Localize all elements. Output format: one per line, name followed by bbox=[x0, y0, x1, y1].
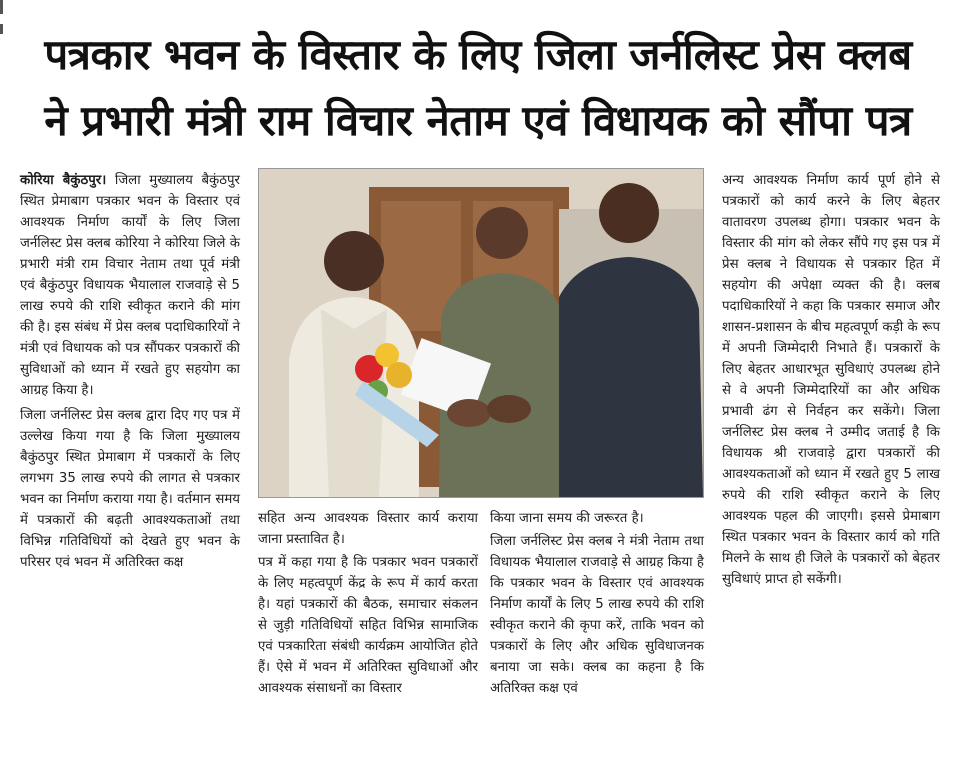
dateline: कोरिया बैकुंठपुर। bbox=[20, 173, 107, 188]
news-photo bbox=[258, 168, 704, 498]
article-column-4 bbox=[722, 170, 940, 590]
headline bbox=[18, 22, 938, 154]
article-paragraph bbox=[20, 170, 240, 401]
headline-line-2: ने प्रभारी मंत्री राम विचार नेताम एवं विधायक को सौंपा पत्र bbox=[44, 96, 912, 145]
headline-line-1: पत्रकार भवन के विस्तार के लिए जिला जर्नलिस्ट प्रेस क्लब bbox=[44, 30, 912, 79]
page-edge-mark bbox=[0, 24, 3, 34]
article-paragraph: किया जाना समय की जरूरत है। bbox=[490, 511, 644, 526]
page-edge-mark bbox=[0, 0, 3, 14]
article-paragraph: सहित अन्य आवश्यक विस्तार कार्य कराया जाना प्रस्तावित है। bbox=[258, 511, 478, 547]
article-paragraph: अन्य आवश्यक निर्माण कार्य पूर्ण होने से पत्रकारों को कार्य करने के लिए बेहतर वातावरण उपलब्ध होगा। पत्रकार भवन के विस्तार की मांग को लेकर सौंपे गए इस पत्र में प्रेस क्लब ने विधायक से पत्रकार हित में सहयोग की अपेक्षा व्यक्त की है। क्लब पदाधिकारियों ने कहा कि पत्रकार समाज और शासन-प्रशासन के बीच महत्वपूर्ण कड़ी के रूप में अपनी जिम्मेदारी निभाते हैं। पत्रकारों के लिए बेहतर आधारभूत सुविधाएं उपलब्ध होने से वे अपनी जिम्मेदारियों का और अधिक प्रभावी ढंग से निर्वहन कर सकेंगे। जिला जर्नलिस्ट प्रेस क्लब ने उम्मीद जताई है कि विधायक श्री राजवाड़े द्वारा पत्रकारों की आवश्यकताओं को ध्यान में रखते हुए 5 लाख रुपये की राशि स्वीकृत कराने के लिए आवश्यक पहल की जाएगी। इससे प्रेमाबाग स्थित पत्रकार भवन के विस्तार कार्य को गति मिलने के साथ ही जिले के पत्रकारों को बेहतर सुविधाएं प्राप्त हो सकेंगी। bbox=[722, 173, 940, 587]
article-paragraph: पत्र में कहा गया है कि पत्रकार भवन पत्रकारों के लिए महत्वपूर्ण केंद्र के रूप में कार्य करता है। यहां पत्रकारों की बैठक, समाचार संकलन से जुड़ी गतिविधियों सहित विभिन्न सामाजिक एवं पत्रकारिता संबंधी कार्यक्रम आयोजित होते हैं। ऐसे में भवन में अतिरिक्त सुविधाओं और आवश्यक संसाधनों का विस्तार bbox=[258, 555, 478, 696]
article-paragraph: जिला जर्नलिस्ट प्रेस क्लब ने मंत्री नेताम तथा विधायक भैयालाल राजवाड़े से आग्रह किया है कि पत्रकार भवन के विस्तार एवं आवश्यक निर्माण कार्यों के लिए 5 लाख रुपये की राशि स्वीकृत कराने की कृपा करें, ताकि भवन को पत्रकारों के लिए और अधिक सुविधाजनक बनाया जा सके। क्लब का कहना है कि अतिरिक्त कक्ष एवं bbox=[490, 534, 704, 696]
paragraph-text: जिला मुख्यालय बैकुंठपुर स्थित प्रेमाबाग पत्रकार भवन के विस्तार एवं आवश्यक निर्माण कार्यों के लिए जिला जर्नलिस्ट प्रेस क्लब कोरिया ने कोरिया जिले के प्रभारी मंत्री राम विचार नेताम तथा पूर्व मंत्री एवं बैकुंठपुर विधायक भैयालाल राजवाड़े से 5 लाख रुपये की राशि स्वीकृत कराने की मांग की है। इस संबंध में प्रेस क्लब पदाधिकारियों ने मंत्री एवं विधायक को पत्र सौंपकर पत्रकारों की सुविधाओं को ध्यान में रखते हुए सहयोग का आग्रह किया है। bbox=[20, 173, 240, 398]
article-column-1 bbox=[20, 170, 240, 573]
photo-illustration bbox=[259, 169, 703, 497]
article-column-3 bbox=[490, 508, 704, 699]
article-column-2 bbox=[258, 508, 478, 699]
article-paragraph: जिला जर्नलिस्ट प्रेस क्लब द्वारा दिए गए पत्र में उल्लेख किया गया है कि जिला मुख्यालय बैकुंठपुर स्थित प्रेमाबाग में पत्रकारों के लिए लगभग 35 लाख रुपये की लागत से पत्रकार भवन का निर्माण कराया गया है। वर्तमान समय में पत्रकारों की बढ़ती आवश्यकताओं तथा विभिन्न गतिविधियों को देखते हुए भवन के परिसर एवं भवन में अतिरिक्त कक्ष bbox=[20, 408, 240, 570]
